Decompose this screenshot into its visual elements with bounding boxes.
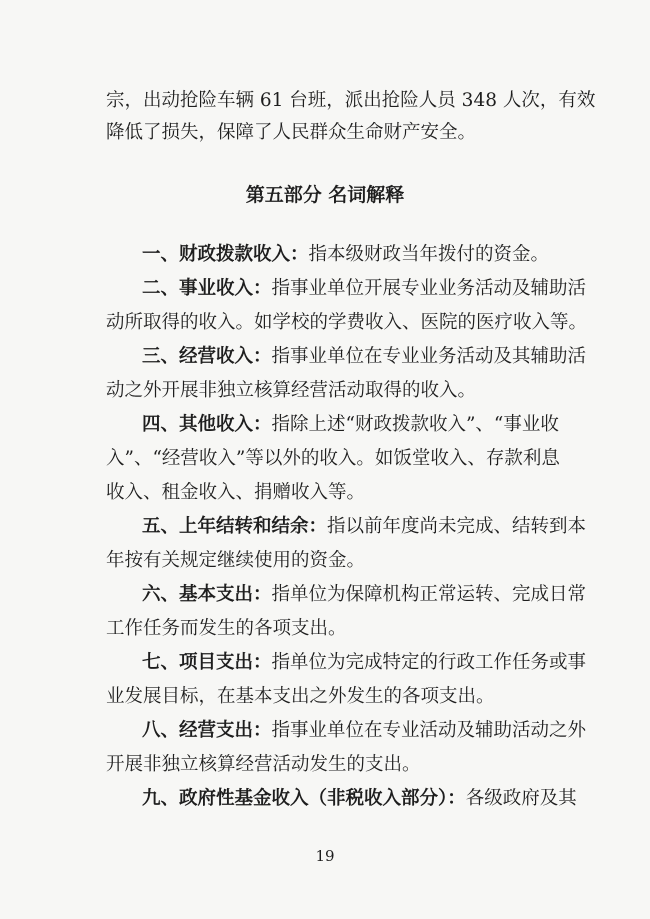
term-8-line-1 xyxy=(142,716,587,746)
term-2-line-1 xyxy=(142,274,587,304)
term-3-line-1 xyxy=(142,342,587,372)
term-9-text: 各级政府及其 xyxy=(465,788,577,809)
intro-line-1: 宗，出动抢险车辆 61 台班，派出抢险人员 348 人次，有效 xyxy=(106,90,596,111)
term-7-line-2: 业发展目标，在基本支出之外发生的各项支出。 xyxy=(106,686,495,707)
term-4-line-3: 收入、租金收入、捐赠收入等。 xyxy=(106,482,366,503)
term-8-label: 八、经营支出： xyxy=(142,720,272,741)
term-4-line-1 xyxy=(142,410,559,440)
term-9-label: 九、政府性基金收入（非税收入部分）： xyxy=(142,788,466,809)
term-3-line-2: 动之外开展非独立核算经营活动取得的收入。 xyxy=(106,380,477,401)
term-4-text: 指除上述“财政拨款收入”、“事业收 xyxy=(271,414,559,435)
term-5-label: 五、上年结转和结余： xyxy=(142,516,328,537)
term-6-line-1 xyxy=(142,580,587,610)
term-2-text: 指事业单位开展专业业务活动及辅助活 xyxy=(271,278,587,299)
term-3-text: 指事业单位在专业业务活动及其辅助活 xyxy=(271,346,587,367)
term-5-line-1 xyxy=(142,512,587,542)
term-2-line-2: 动所取得的收入。如学校的学费收入、医院的医疗收入等。 xyxy=(106,312,588,333)
term-4-label: 四、其他收入： xyxy=(142,414,272,435)
term-1-text: 指本级财政当年拨付的资金。 xyxy=(308,244,550,265)
term-8-text: 指事业单位在专业活动及辅助活动之外 xyxy=(271,720,587,741)
term-9-line-1 xyxy=(142,784,577,814)
term-6-text: 指单位为保障机构正常运转、完成日常 xyxy=(271,584,587,605)
term-1-label: 一、财政拨款收入： xyxy=(142,244,309,265)
term-8-line-2: 开展非独立核算经营活动发生的支出。 xyxy=(106,754,421,775)
term-1-line-1 xyxy=(142,240,550,270)
term-6-label: 六、基本支出： xyxy=(142,584,272,605)
term-7-label: 七、项目支出： xyxy=(142,652,272,673)
intro-line-2: 降低了损失，保障了人民群众生命财产安全。 xyxy=(106,122,477,143)
term-6-line-2: 工作任务而发生的各项支出。 xyxy=(106,618,347,639)
term-2-label: 二、事业收入： xyxy=(142,278,272,299)
term-4-line-2: 入”、“经营收入”等以外的收入。如饭堂收入、存款利息 xyxy=(106,448,560,469)
term-3-label: 三、经营收入： xyxy=(142,346,272,367)
term-7-line-1 xyxy=(142,648,587,678)
term-7-text: 指单位为完成特定的行政工作任务或事 xyxy=(271,652,587,673)
section-title: 第五部分 名词解释 xyxy=(245,184,405,206)
page-number: 19 xyxy=(315,847,335,865)
term-5-line-2: 年按有关规定继续使用的资金。 xyxy=(106,550,366,571)
term-5-text: 指以前年度尚未完成、结转到本 xyxy=(327,516,587,537)
